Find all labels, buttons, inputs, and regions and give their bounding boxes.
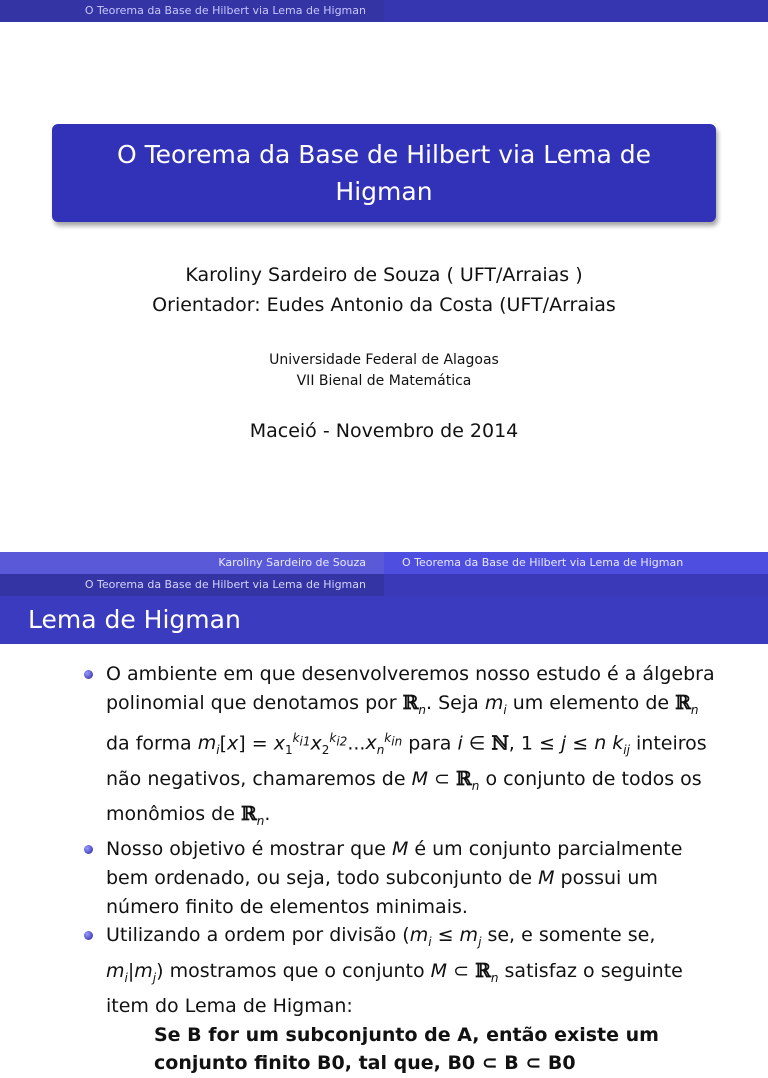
lemma-line-2: conjunto finito B0, tal que, B0 ⊂ B ⊂ B0 xyxy=(154,1052,576,1075)
headline-short-title: O Teorema da Base de Hilbert via Lema de Higman xyxy=(84,578,366,591)
headline-bar xyxy=(0,552,768,596)
bullet-icon xyxy=(84,670,93,679)
headline-right xyxy=(384,552,768,596)
bullet-item: O ambiente em que desenvolveremos nosso estudo é a álgebra polinomial que denotamos por ℝ$_n$. Seja $m_i$ um elemento de ℝ$_n$ da forma $m_i[x] = x_1^{k_{i1}}x_2^{k_{i2}}...x_n^{k_{in}}$ para i ∈ ℕ, 1 ≤ j ≤ n $k_{ij}$ inteiros não negativos, chamaremos de M ⊂ ℝ$_n$ o conjunto de todos os monômios de ℝ$_n$. xyxy=(0,660,768,835)
institution-name: Universidade Federal de Alagoas xyxy=(269,352,499,368)
headline-bar xyxy=(0,0,768,22)
event-name: VII Bienal de Matemática xyxy=(296,373,472,389)
slide-content xyxy=(0,660,768,1078)
bullet-icon xyxy=(84,931,93,940)
bullet-item: Utilizando a ordem por divisão ($m_i \le m_j$ se, e somente se, $m_i|m_j$) mostramos que o conjunto M ⊂ ℝ$_n$ satisfaz o seguinte item do Lema de Higman: xyxy=(0,921,768,1020)
headline-title: O Teorema da Base de Hilbert via Lema de Higman xyxy=(0,0,384,22)
presentation-date: Maceió - Novembro de 2014 xyxy=(249,420,519,442)
author-line: Karoliny Sardeiro de Souza ( UFT/Arraias ) xyxy=(185,264,583,286)
bullet-item: Nosso objetivo é mostrar que M é um conjunto parcialmente bem ordenado, ou seja, todo subconjunto de M possui um número finito de elementos minimais. xyxy=(0,835,768,921)
headline-author: Karoliny Sardeiro de Souza xyxy=(0,552,384,574)
title-box xyxy=(52,124,716,222)
advisor-line: Orientador: Eudes Antonio da Costa (UFT/Arraias xyxy=(152,294,616,316)
headline-section-title: O Teorema da Base de Hilbert via Lema de Higman xyxy=(384,552,768,574)
presentation-title: O Teorema da Base de Hilbert via Lema de Higman xyxy=(117,140,651,206)
headline-right-section xyxy=(384,0,768,22)
content-slide xyxy=(0,552,768,1075)
headline-left xyxy=(0,552,384,596)
lemma-statement xyxy=(0,1021,768,1078)
lemma-line-1: Se B for um subconjunto de A, então existe um xyxy=(154,1023,659,1046)
frame-title: Lema de Higman xyxy=(0,596,768,644)
bullet-icon xyxy=(84,845,93,854)
